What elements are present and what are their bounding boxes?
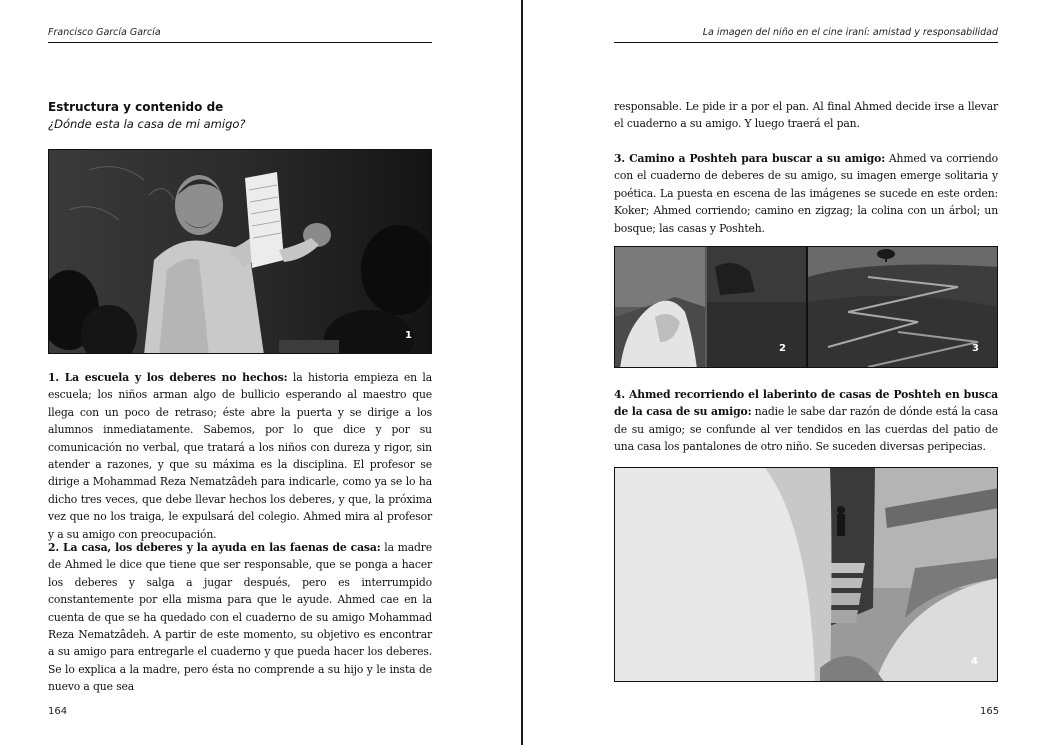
- right-page: [524, 0, 1048, 745]
- running-head-left: Francisco García García: [48, 27, 432, 43]
- paragraph-3-body: Ahmed va corriendo con el cuaderno de deberes de su amigo, su imagen emerge solitaria y poética. La puesta en escena de las imágenes se sucede en este orden: Koker; Ahmed corriendo; camino en zigzag; la colina con un árbol; un bosque; las casas y Poshteh.: [614, 152, 998, 235]
- figure-4-image: [615, 468, 998, 682]
- page-number-left: 164: [48, 706, 68, 717]
- paragraph-continued: responsable. Le pide ir a por el pan. Al final Ahmed decide irse a llevar el cuaderno a su amigo. Y luego traerá el pan.: [614, 100, 998, 131]
- figure-3-image: [808, 247, 998, 368]
- running-head-right: La imagen del niño en el cine iraní: amistad y responsabilidad: [614, 27, 998, 43]
- figure-4-village-alley-photo: [614, 467, 998, 682]
- paragraph-2-body: la madre de Ahmed le dice que tiene que ser responsable, que se ponga a hacer los deberes y salga a jugar después, pero es interrumpido constantemente por ella misma para que le ayude. Ahmed cae en la cuenta de que se ha quedado con el cuaderno de su amigo Mohammad Reza Nematzâdeh. A partir de este momento, su objetivo es encontrar a su amigo para entregarle el cuaderno y que pueda hacer los deberes. Se lo explica a la madre, pero ésta no comprende a su hijo y le insta de nuevo a que sea: [48, 541, 432, 694]
- figure-3-number: 3: [972, 343, 979, 354]
- figure-2-number: 2: [779, 343, 786, 354]
- left-page: [0, 0, 522, 745]
- paragraph-1: [48, 369, 432, 543]
- paragraph-1-heading: 1. La escuela y los deberes no hechos:: [48, 371, 288, 384]
- section-title-line2: ¿Dónde esta la casa de mi amigo?: [48, 117, 246, 131]
- page-number-right: 165: [980, 706, 1000, 717]
- figure-2-hooded-figure-photo: [614, 246, 807, 368]
- paragraph-2-heading: 2. La casa, los deberes y la ayuda en las faenas de casa:: [48, 541, 381, 554]
- paragraph-4-body: nadie le sabe dar razón de dónde está la casa de su amigo; se confunde al ver tendidos en las cuerdas del patio de una casa los pantalones de otro niño. Se suceden diversas peripecias.: [614, 405, 998, 454]
- paragraph-3: [614, 150, 998, 237]
- figure-1-image: [49, 150, 432, 354]
- book-spine-divider: [521, 0, 523, 745]
- paragraph-4-heading: 4. Ahmed recorriendo el laberinto de casas de Poshteh en busca de la casa de su amigo:: [614, 388, 998, 419]
- paragraph-4: [614, 386, 998, 456]
- figure-1-classroom-photo: [48, 149, 432, 354]
- paragraph-3-heading: 3. Camino a Poshteh para buscar a su amigo:: [614, 152, 886, 165]
- figure-1-number: 1: [405, 330, 412, 341]
- section-title-line1: Estructura y contenido de: [48, 100, 224, 114]
- section-title: [48, 99, 432, 133]
- figure-3-zigzag-hill-photo: [807, 246, 998, 368]
- paragraph-1-body: la historia empieza en la escuela; los niños arman algo de bullicio esperando al maestro que llega con un poco de retraso; éste abre la puerta y se dirige a los alumnos inmediatamente. Sabemos, por lo que dice y por su comunicación no verbal, que tratará a los niños con dureza y rigor, sin atender a razones, y que su máxima es la disciplina. El profesor se dirige a Mohammad Reza Nematzâdeh para indicarle, como ya se lo ha dicho tres veces, que debe llevar hechos los deberes, y que, la próxima vez que no los traiga, le expulsará del colegio. Ahmed mira al profesor y a su amigo con preocupación.: [48, 371, 432, 541]
- paragraph-2: [48, 539, 432, 696]
- figure-4-number: 4: [971, 656, 978, 667]
